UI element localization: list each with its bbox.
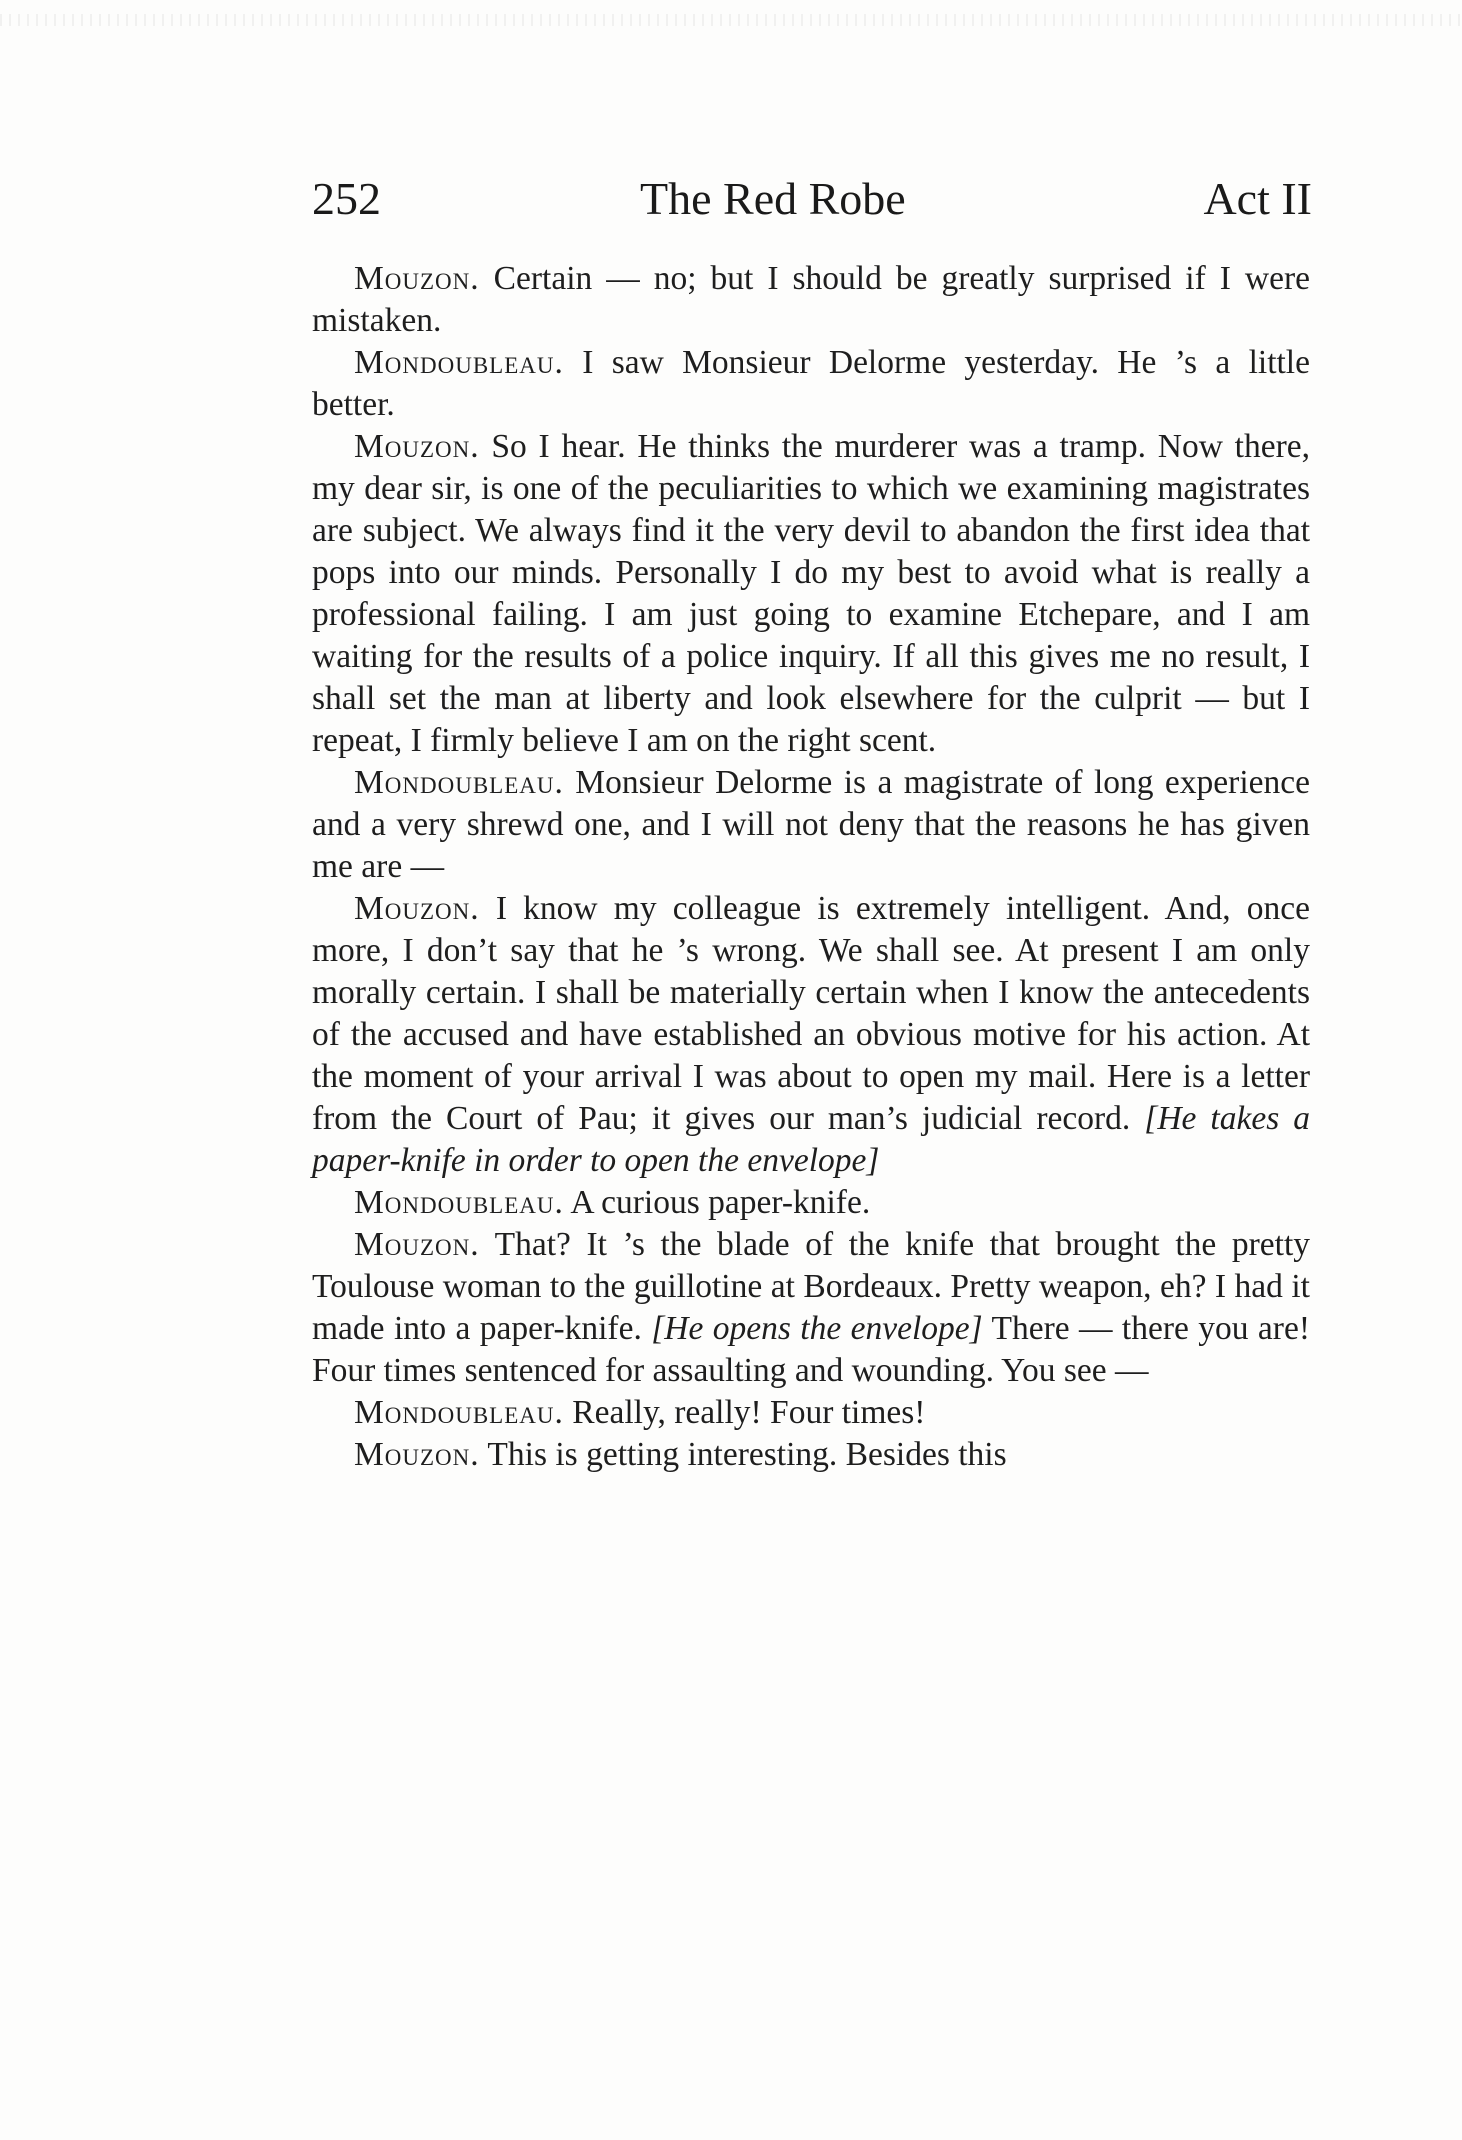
- stage-direction: [He opens the envelope]: [651, 1310, 983, 1347]
- speaker-name: Mondoubleau.: [354, 344, 564, 381]
- page-body: [312, 258, 1310, 1476]
- dialogue-text: A curious paper-knife.: [563, 1184, 871, 1221]
- dialogue-text: So I hear. He thinks the murderer was a tramp. Now there, my dear sir, is one of the peculiarities to which we examining magistrates are subject. We always find it the very devil to abandon the first idea that pops into our minds. Personally I do my best to avoid what is really a professional failing. I am just going to examine Etchepare, and I am waiting for the results of a police inquiry. If all this gives me no result, I shall set the man at liberty and look elsewhere for the culprit — but I repeat, I firmly believe I am on the right scent.: [312, 428, 1310, 759]
- speaker-name: Mouzon.: [354, 428, 480, 465]
- dialogue-text: Monsieur Delorme is a magistrate of long experience and a very shrewd one, and I will not deny that the reasons he has given me are —: [312, 764, 1310, 885]
- speaker-name: Mondoubleau.: [354, 1394, 564, 1431]
- stage-direction: [He takes a paper-knife in order to open the envelope]: [312, 1100, 1310, 1179]
- speaker-name: Mouzon.: [354, 1436, 480, 1473]
- dialogue-paragraph: [312, 762, 1310, 888]
- dialogue-paragraph: [312, 1434, 1310, 1476]
- dialogue-text: I know my colleague is extremely intelligent. And, once more, I don’t say that he ’s wrong. We shall see. At present I am only morally certain. I shall be materially certain when I know the antecedents of the accused and have established an obvious motive for his action. At the moment of your arrival I was about to open my mail. Here is a letter from the Court of Pau; it gives our man’s judicial record.: [312, 890, 1310, 1137]
- dialogue-text: Certain — no; but I should be greatly surprised if I were mistaken.: [312, 260, 1310, 339]
- page-header: [312, 172, 1312, 232]
- dialogue-paragraph: [312, 342, 1310, 426]
- speaker-name: Mouzon.: [354, 260, 480, 297]
- speaker-name: Mouzon.: [354, 890, 480, 927]
- dialogue-text: Really, really! Four times!: [563, 1394, 926, 1431]
- speaker-name: Mondoubleau.: [354, 764, 564, 801]
- act-label: Act II: [1203, 173, 1312, 224]
- dialogue-paragraph: [312, 888, 1310, 1182]
- dialogue-paragraph: [312, 1224, 1310, 1392]
- running-title: The Red Robe: [640, 173, 906, 224]
- dialogue-text-continued: There — there you are! Four times sentenced for assaulting and wounding. You see —: [312, 1310, 1310, 1389]
- dialogue-text: That? It ’s the blade of the knife that brought the pretty Toulouse woman to the guillotine at Bordeaux. Pretty weapon, eh? I had it made into a paper-knife.: [312, 1226, 1310, 1347]
- dialogue-text: I saw Monsieur Delorme yesterday. He ’s a little better.: [312, 344, 1310, 423]
- speaker-name: Mouzon.: [354, 1226, 480, 1263]
- dialogue-paragraph: [312, 1392, 1310, 1434]
- page-edge-speckle: [0, 14, 1462, 26]
- page-number: 252: [312, 173, 381, 224]
- dialogue-text: This is getting interesting. Besides this: [479, 1436, 1007, 1473]
- dialogue-paragraph: [312, 258, 1310, 342]
- speaker-name: Mondoubleau.: [354, 1184, 564, 1221]
- dialogue-paragraph: [312, 426, 1310, 762]
- dialogue-paragraph: [312, 1182, 1310, 1224]
